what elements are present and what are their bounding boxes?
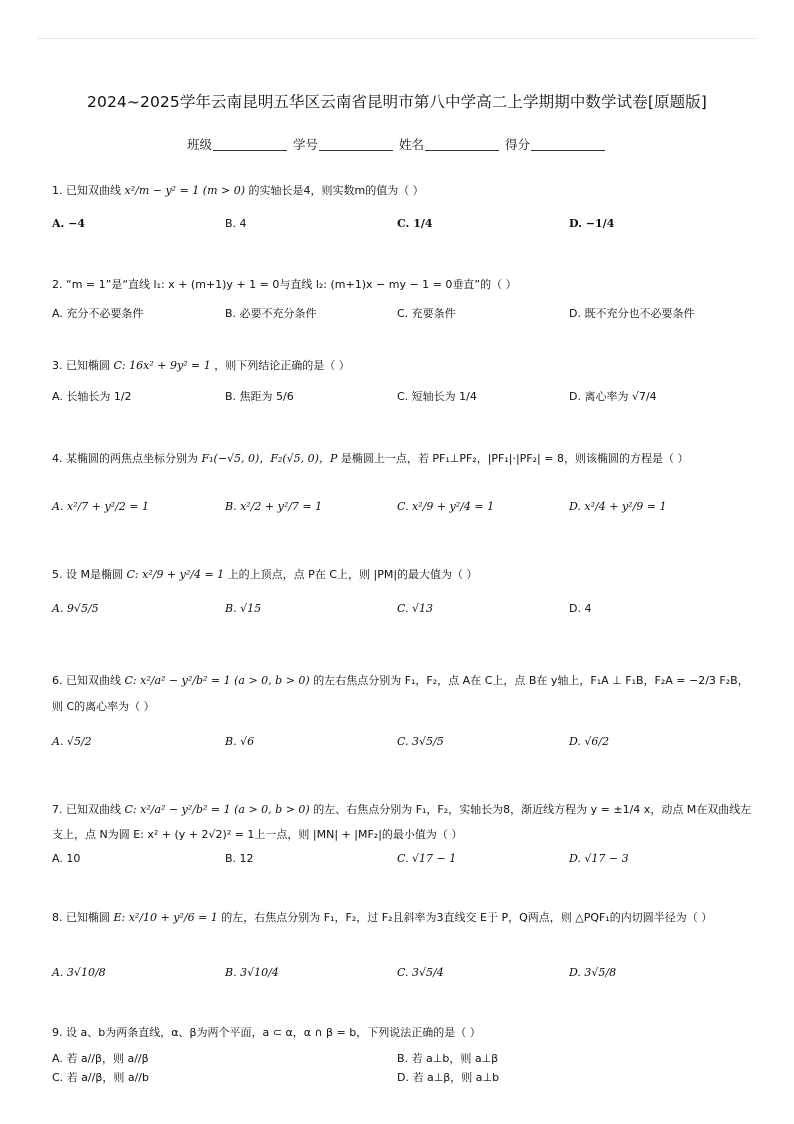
name-label: 姓名 [398,137,424,152]
class-blank[interactable] [213,137,287,151]
option-b[interactable]: B. 12 [225,852,254,865]
option-c[interactable]: C. x²/9 + y²/4 = 1 [397,500,495,513]
question-text: 的实轴长是4，则实数m的值为（ ） [248,184,424,197]
name-blank[interactable] [425,137,499,151]
question-8 [52,909,752,927]
question-formula: E: x²/10 + y²/6 = 1 [113,911,218,924]
option-d[interactable]: D. √17 − 3 [569,852,629,865]
question-5 [52,566,752,584]
option-a[interactable]: A. 3√10/8 [52,966,106,979]
option-c[interactable]: C. 3√5/4 [397,966,444,979]
option-b[interactable]: B. 若 a⊥b，则 a⊥β [397,1052,499,1065]
question-2-stem [52,278,517,291]
question-text: 设 a、b为两条直线，α、β为两个平面，a ⊂ α，α ∩ β = b，下列说法正确的是（ ） [66,1026,481,1039]
option-a[interactable]: A. −4 [52,217,86,230]
question-8-stem [52,909,752,927]
option-d[interactable]: D. 若 a⊥β，则 a⊥b [397,1071,500,1084]
option-c[interactable]: C. √17 − 1 [397,852,457,865]
option-b[interactable]: B. x²/2 + y²/7 = 1 [225,500,323,513]
question-4 [52,450,752,468]
question-text: “m = 1”是“直线 l₁: x + (m+1)y + 1 = 0与直线 l₂: (m+1)x − my − 1 = 0垂直”的（ ） [66,278,517,291]
question-6-stem [52,668,752,720]
question-text: 是椭圆上一点，若 PF₁⊥PF₂，|PF₁|·|PF₂| = 8，则该椭圆的方程是（ ） [340,452,689,465]
score-blank[interactable] [531,137,605,151]
option-b[interactable]: B. 必要不充分条件 [225,307,317,320]
student-info-line [0,135,794,153]
option-a[interactable]: A. 9√5/5 [52,602,99,615]
id-blank[interactable] [319,137,393,151]
option-b[interactable]: B. √15 [225,602,262,615]
question-number: 9. [52,1026,63,1039]
question-text: 的左右焦点分别为 F₁，F₂，点 A在 C上，点 B在 y轴上，F₁A ⊥ F₁B，F₂A = −2/3 F₂B，则 C的离心率为（ ） [52,674,749,713]
question-9 [52,1024,752,1042]
page-top-rule [38,38,756,39]
question-formula: C: 16x² + 9y² = 1 [113,359,211,372]
option-b[interactable]: B. 焦距为 5/6 [225,390,294,403]
option-b[interactable]: B. 3√10/4 [225,966,279,979]
option-c[interactable]: C. 充要条件 [397,307,456,320]
class-label: 班级 [186,137,212,152]
question-formula: x²/m − y² = 1 (m > 0) [124,184,246,197]
option-c[interactable]: C. 3√5/5 [397,735,444,748]
question-text: 已知椭圆 [66,359,110,372]
option-a[interactable]: A. 10 [52,852,81,865]
option-d[interactable]: D. 4 [569,602,592,615]
question-text: 的左、右焦点分别为 F₁，F₂，实轴长为8，渐近线方程为 y = ±1/4 x，动点 M在双曲线左支上，点 N为圆 E: x² + (y + 2√2)² = 1上一点，则 |MN| + |MF₂|的最小值为（ ） [52,803,752,841]
question-text: 设 M是椭圆 [66,568,123,581]
question-text: 上的上顶点，点 P在 C上，则 |PM|的最大值为（ ） [227,568,478,581]
option-c[interactable]: C. 1/4 [397,217,433,230]
question-9-stem [52,1026,481,1039]
option-d[interactable]: D. 离心率为 √7/4 [569,390,657,403]
question-number: 8. [52,911,63,924]
page-title: 2024~2025学年云南昆明五华区云南省昆明市第八中学高二上学期期中数学试卷[原题版] [87,93,707,111]
score-label: 得分 [504,137,530,152]
question-2 [52,276,752,294]
option-d[interactable]: D. x²/4 + y²/9 = 1 [569,500,667,513]
option-d[interactable]: D. 3√5/8 [569,966,617,979]
question-number: 6. [52,674,63,687]
question-7 [52,797,752,847]
option-d[interactable]: D. −1/4 [569,217,615,230]
question-text: 的左，右焦点分别为 F₁，F₂，过 F₂且斜率为3直线交 E于 P，Q两点，则 △PQF₁的内切圆半径为（ ） [221,911,713,924]
option-a[interactable]: A. x²/7 + y²/2 = 1 [52,500,150,513]
option-b[interactable]: B. 4 [225,217,247,230]
question-number: 7. [52,803,63,816]
question-3-stem [52,359,350,372]
option-a[interactable]: A. 长轴长为 1/2 [52,390,132,403]
option-c[interactable]: C. 若 a//β，则 a//b [52,1071,149,1084]
question-text: 已知双曲线 [66,803,121,816]
question-1-stem [52,184,424,197]
question-3 [52,357,752,375]
question-number: 4. [52,452,63,465]
id-label: 学号 [292,137,318,152]
option-c[interactable]: C. √13 [397,602,434,615]
question-formula: C: x²/a² − y²/b² = 1 (a > 0, b > 0) [124,674,310,687]
option-d[interactable]: D. 既不充分也不必要条件 [569,307,695,320]
question-formula: C: x²/a² − y²/b² = 1 (a > 0, b > 0) [124,803,310,816]
question-number: 5. [52,568,63,581]
option-d[interactable]: D. √6/2 [569,735,610,748]
question-5-stem [52,568,478,581]
question-text: ，则下列结论正确的是（ ） [214,359,350,372]
question-text: 已知椭圆 [66,911,110,924]
question-formula: C: x²/9 + y²/4 = 1 [126,568,225,581]
question-text: 某椭圆的两焦点坐标分别为 [66,452,198,465]
option-a[interactable]: A. √5/2 [52,735,92,748]
option-a[interactable]: A. 充分不必要条件 [52,307,144,320]
question-formula: F₁(−√5, 0)，F₂(√5, 0)，P [201,452,338,465]
question-number: 3. [52,359,63,372]
question-text: 已知双曲线 [66,674,121,687]
question-number: 1. [52,184,63,197]
question-6 [52,668,752,720]
option-c[interactable]: C. 短轴长为 1/4 [397,390,477,403]
question-text: 已知双曲线 [66,184,121,197]
question-number: 2. [52,278,63,291]
question-4-stem [52,450,752,468]
option-b[interactable]: B. √6 [225,735,255,748]
option-a[interactable]: A. 若 a//β，则 a//β [52,1052,149,1065]
question-7-stem [52,797,752,847]
question-1 [52,182,752,200]
